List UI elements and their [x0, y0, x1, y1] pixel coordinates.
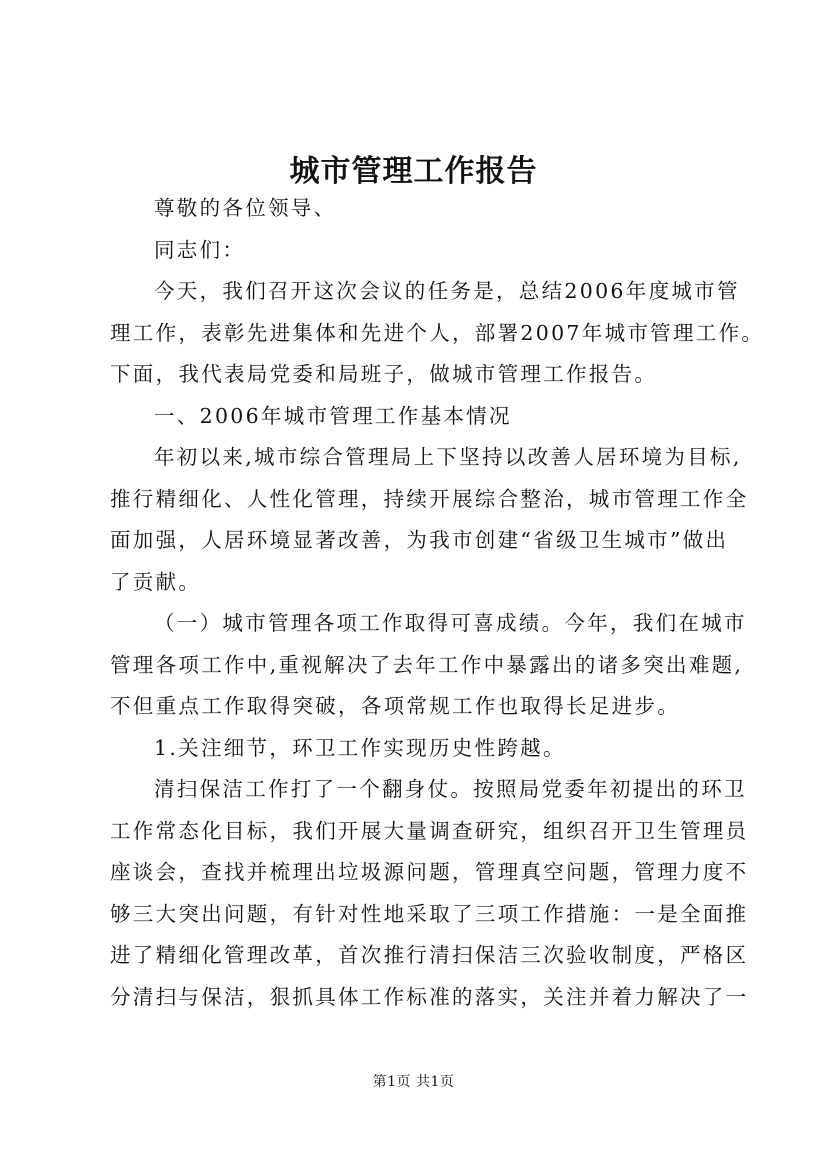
paragraph-line: 清扫保洁工作打了一个翻身仗。按照局党委年初提出的环卫: [154, 777, 747, 801]
paragraph-line: 分清扫与保洁，狠抓具体工作标准的落实，关注并着力解决了一: [110, 984, 749, 1009]
paragraph-line: 面加强，人居环境显著改善，为我市创建“省级卫生城市”做出: [110, 528, 729, 552]
salutation-line-1: 尊敬的各位领导、: [154, 196, 337, 220]
paragraph-line: 座谈会，查找并梳理出垃圾源问题，管理真空问题，管理力度不: [110, 860, 749, 884]
item-heading: 1.关注细节，环卫工作实现历史性跨越。: [154, 735, 566, 760]
subsection-heading: （一）城市管理各项工作取得可喜成绩。今年，我们在城市: [154, 611, 747, 635]
paragraph-line: 年初以来,城市综合管理局上下坚持以改善人居环境为目标,: [154, 445, 742, 469]
paragraph-line: 推行精细化、人性化管理，持续开展综合整治，城市管理工作全: [110, 486, 749, 511]
paragraph-line: 够三大突出问题，有针对性地采取了三项工作措施：一是全面推: [110, 901, 749, 926]
paragraph-line: 管理各项工作中,重视解决了去年工作中暴露出的诸多突出难题,: [110, 652, 744, 677]
paragraph-line: 不但重点工作取得突破，各项常规工作也取得长足进步。: [110, 694, 680, 718]
document-title: 城市管理工作报告: [289, 154, 538, 189]
paragraph-line: 工作常态化目标，我们开展大量调查研究，组织召开卫生管理员: [110, 818, 749, 843]
document-body: [110, 188, 765, 1018]
paragraph-line: 了贡献。: [110, 569, 202, 594]
page-number-footer: 第1页 共1页: [372, 1074, 455, 1090]
paragraph-line: 理工作，表彰先进集体和先进个人，部署2007年城市管理工作。: [110, 320, 765, 345]
salutation-line-2: 同志们：: [154, 237, 246, 262]
paragraph-line: 下面，我代表局党委和局班子，做城市管理工作报告。: [110, 362, 658, 386]
paragraph-line: 进了精细化管理改革，首次推行清扫保洁三次验收制度，严格区: [110, 943, 749, 967]
paragraph-line: 今天，我们召开这次会议的任务是，总结2006年度城市管: [154, 279, 740, 303]
section-heading: 一、2006年城市管理工作基本情况: [154, 403, 512, 428]
